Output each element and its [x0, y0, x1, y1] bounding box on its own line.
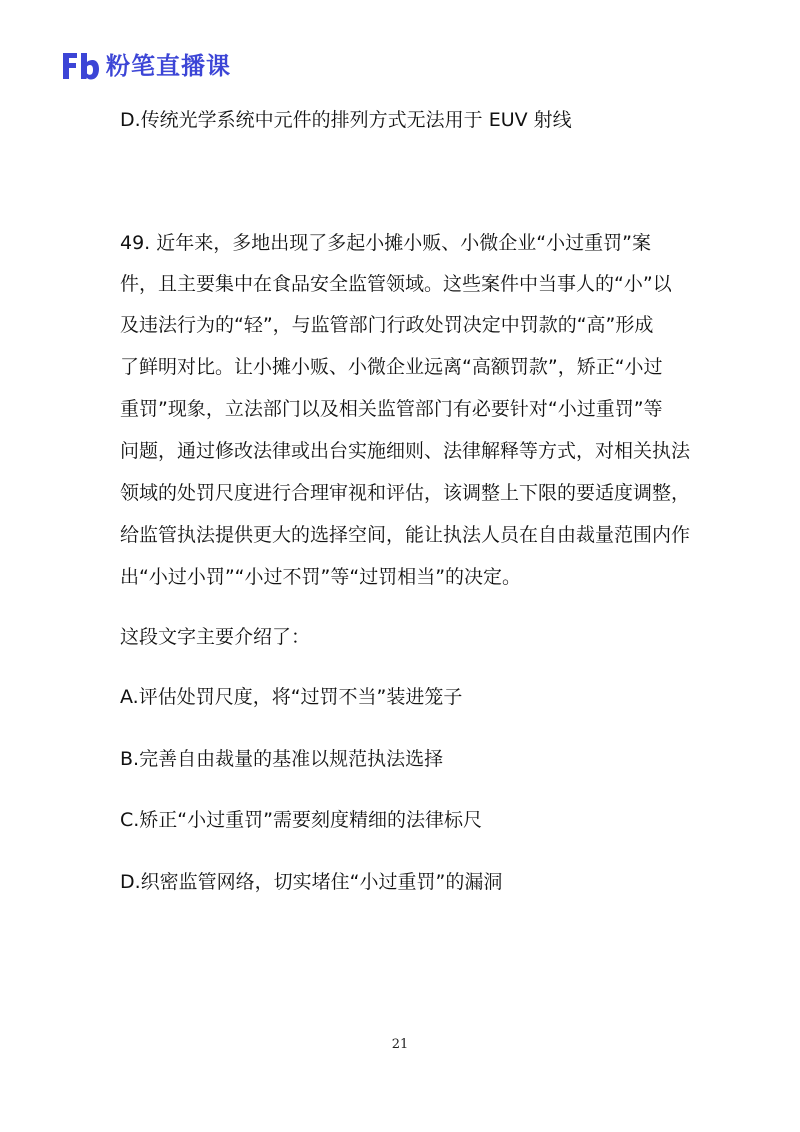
- fenbi-logo-icon: [60, 49, 100, 83]
- question-stem-line: 给监管执法提供更大的选择空间，能让执法人员在自由裁量范围内作: [120, 524, 691, 546]
- question-stem-line: 及违法行为的“轻”，与监管部门行政处罚决定中罚款的“高”形成: [120, 314, 654, 336]
- question-prompt: 这段文字主要介绍了：: [120, 626, 311, 648]
- question-stem-line: 件，且主要集中在食品安全监管领域。这些案件中当事人的“小”以: [120, 273, 672, 295]
- question-stem-line: 出“小过小罚”“小过不罚”等“过罚相当”的决定。: [120, 566, 522, 588]
- option-a: A.评估处罚尺度，将“过罚不当”装进笼子: [120, 686, 463, 708]
- question-stem-line: 问题，通过修改法律或出台实施细则、法律解释等方式，对相关执法: [120, 440, 691, 462]
- option-d: D.织密监管网络，切实堵住“小过重罚”的漏洞: [120, 871, 503, 893]
- question-stem-line: 49. 近年来，多地出现了多起小摊小贩、小微企业“小过重罚”案: [120, 232, 651, 254]
- question-stem-line: 重罚”现象，立法部门以及相关监管部门有必要针对“小过重罚”等: [120, 398, 663, 420]
- prev-question-option-d: D.传统光学系统中元件的排列方式无法用于 EUV 射线: [120, 109, 572, 131]
- question-stem-line: 了鲜明对比。让小摊小贩、小微企业远离“高额罚款”，矫正“小过: [120, 356, 663, 378]
- question-stem-line: 领域的处罚尺度进行合理审视和评估，该调整上下限的要适度调整，: [120, 482, 691, 504]
- option-c: C.矫正“小过重罚”需要刻度精细的法律标尺: [120, 809, 482, 831]
- brand-name: 粉笔直播课: [106, 52, 231, 80]
- page-number: 21: [391, 1037, 409, 1052]
- header: [60, 49, 231, 83]
- option-b: B.完善自由裁量的基准以规范执法选择: [120, 748, 444, 770]
